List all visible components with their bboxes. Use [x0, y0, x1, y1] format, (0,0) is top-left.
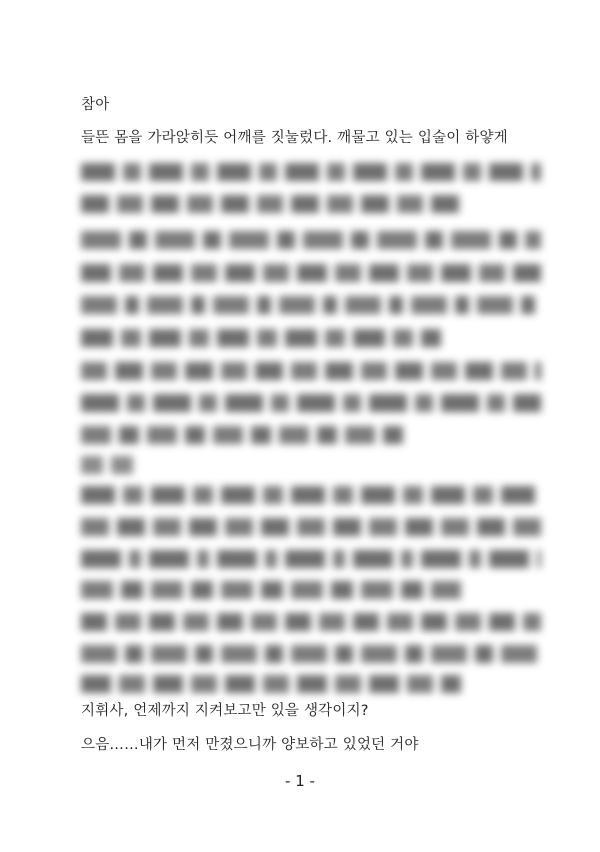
blurred-text-line [81, 264, 541, 282]
blurred-text-line [81, 362, 541, 380]
blurred-text-line [81, 645, 541, 663]
blurred-text-line [81, 296, 541, 314]
blurred-text-line [81, 675, 461, 693]
blurred-text-line [81, 426, 411, 444]
text-line-2: 들뜬 몸을 가라앉히듯 어깨를 짓눌렀다. 깨물고 있는 입술이 하얗게 [81, 130, 508, 146]
blurred-text-line [81, 231, 541, 249]
blurred-text-line [81, 163, 541, 181]
blurred-text-line [81, 456, 141, 474]
blurred-text-line [81, 518, 541, 536]
text-line-1: 참아 [81, 97, 110, 113]
page-number: - 1 - [285, 772, 315, 790]
text-line-3: 지휘사, 언제까지 지켜보고만 있을 생각이지? [81, 703, 369, 719]
blurred-text-line [81, 486, 541, 504]
text-line-4: 으음……내가 먼저 만졌으니까 양보하고 있었던 거야 [81, 737, 419, 753]
blurred-text-line [81, 581, 461, 599]
blurred-text-line [81, 195, 461, 213]
blurred-text-line [81, 550, 541, 568]
blurred-text-line [81, 329, 441, 347]
blurred-text-line [81, 613, 541, 631]
blurred-text-line [81, 394, 541, 412]
